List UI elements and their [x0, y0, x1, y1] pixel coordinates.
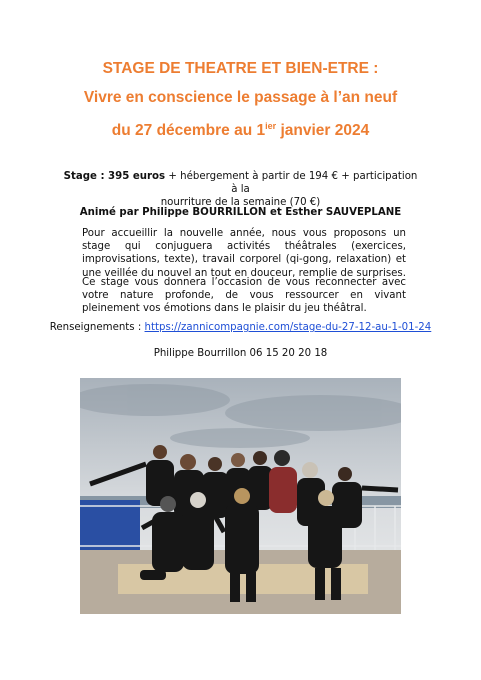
subtitle: Vivre en conscience le passage à l’an neuf: [83, 89, 398, 106]
info-line: [20, 321, 461, 334]
dates: [0, 112, 481, 145]
pricing-food: nourriture de la semaine (70 €): [160, 197, 321, 209]
benefits-paragraph: Ce stage vous donnera l’occasion de vous reconnecter avec votre nature profonde, de vous ressourcer en vivant pleinement vos émotions dans le plaisir du jeu théâtral.: [82, 277, 406, 315]
group-photo-illustration: [80, 378, 401, 614]
dates-end: janvier 2024: [276, 122, 370, 139]
pricing: [60, 170, 421, 210]
hosts: Animé par Philippe BOURRILLON et Esther SAUVEPLANE: [79, 207, 402, 218]
title: STAGE DE THEATRE ET BIEN-ETRE :: [102, 60, 379, 77]
dates-start: du 27 décembre au 1: [111, 122, 266, 139]
contact: Philippe Bourrillon 06 15 20 20 18: [153, 348, 328, 359]
pricing-details: + hébergement à partir de 194 € + participation à la: [165, 171, 418, 196]
header: [0, 54, 481, 145]
group-photo: [80, 378, 401, 614]
info-label: Renseignements :: [49, 322, 145, 333]
pricing-label: Stage : 395 euros: [63, 171, 166, 182]
dates-superscript: ier: [265, 121, 277, 131]
info-link[interactable]: https://zannicompagnie.com/stage-du-27-12-au-1-01-24: [144, 322, 432, 333]
intro-paragraph: Pour accueillir la nouvelle année, nous vous proposons un stage qui conjuguera activités théâtrales (exercices, improvisations, texte), travail corporel (qi-gong, relaxation) et une veillée du nouvel an tout en douceur, remplie de surprises.: [82, 228, 406, 279]
